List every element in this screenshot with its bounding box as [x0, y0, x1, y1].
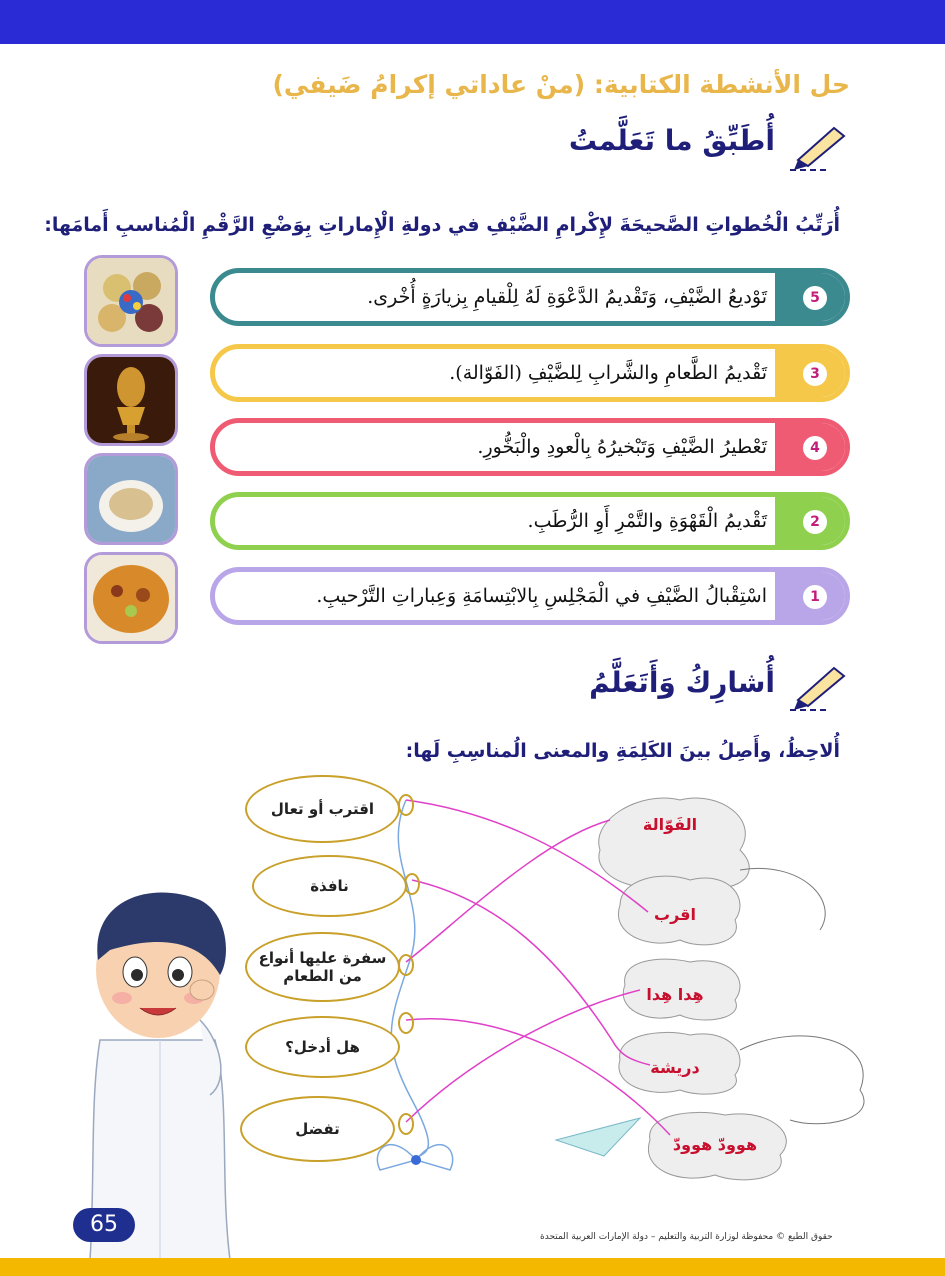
step-number-tab: [775, 497, 845, 545]
word-cloud[interactable]: هِدا هِدا: [646, 985, 704, 1004]
step-row[interactable]: [210, 418, 850, 476]
step-row[interactable]: [210, 344, 850, 402]
meaning-oval[interactable]: تفضل: [240, 1096, 395, 1162]
step-number-tab: [775, 349, 845, 397]
word-cloud[interactable]: هوودّ هوودّ: [672, 1135, 758, 1154]
step-row[interactable]: [210, 492, 850, 550]
meaning-oval[interactable]: نافذة: [252, 855, 407, 917]
section-1-question: أُرَتِّبُ الْخُطواتِ الصَّحيحَةَ لإِكْرامِ الضَّيْفِ في دولةِ الْإِماراتِ بِوَضْعِ الرَّقْمِ الْمُناسبِ أَمامَها:: [44, 214, 840, 236]
step-number: 2: [803, 510, 827, 534]
top-bar: [0, 0, 945, 44]
step-number-tab: [775, 572, 845, 620]
step-text: اسْتِقْبالُ الضَّيْفِ في الْمَجْلِسِ بِالابْتِسامَةِ وَعِباراتِ التَّرْحيبِ.: [316, 585, 767, 607]
step-text: تَقْديمُ الطَّعامِ والشَّرابِ لِلضَّيْفِ (الفَوّالة).: [449, 362, 767, 384]
copyright-text: حقوق الطبع © محفوظة لوزارة التربية والتعليم – دولة الإمارات العربية المتحدة: [540, 1232, 833, 1242]
step-number-tab: [775, 273, 845, 321]
incense-burner-photo: [84, 354, 178, 446]
bottom-bar: [0, 1258, 945, 1276]
pencil-icon: [790, 660, 850, 712]
step-text: تَقْديمُ الْقَهْوَةِ والتَّمْرِ أَوِ الرُّطَبِ.: [527, 510, 767, 532]
section-2-heading: أُشارِكُ وَأَتَعَلَّمُ: [589, 666, 775, 699]
meaning-oval[interactable]: اقترب أو تعال: [245, 775, 400, 843]
section-2-question: أُلاحِظُ، وأَصِلُ بينَ الكَلِمَةِ والمعنى الُمناسِبِ لَها:: [405, 740, 840, 762]
pencil-icon: [790, 120, 850, 172]
page-number: 65: [73, 1208, 135, 1242]
step-row[interactable]: [210, 567, 850, 625]
step-row[interactable]: [210, 268, 850, 326]
step-number-tab: [775, 423, 845, 471]
section-1-heading: أُطَبِّقُ ما تَعَلَّمتُ: [568, 124, 775, 157]
step-number: 5: [803, 286, 827, 310]
meaning-oval[interactable]: سفرة عليها أنواع من الطعام: [245, 932, 400, 1002]
step-text: تَعْطيرُ الضَّيْفِ وَتَبْخيرُهُ بِالْعودِ والْبَخُّورِ.: [477, 436, 767, 458]
step-number: 4: [803, 436, 827, 460]
word-cloud[interactable]: دريشة: [650, 1058, 700, 1077]
word-cloud[interactable]: اقرب: [654, 905, 696, 924]
coffee-cup-photo: [84, 453, 178, 545]
sweets-photo: [84, 255, 178, 347]
food-platter-photo: [84, 552, 178, 644]
step-text: تَوْديعُ الضَّيْفِ، وَتَقْديمُ الدَّعْوَةِ لَهُ لِلْقيامِ بِزيارَةٍ أُخْرى.: [367, 286, 767, 308]
step-number: 3: [803, 362, 827, 386]
boy-illustration: [70, 880, 250, 1260]
step-number: 1: [803, 585, 827, 609]
page-title: حل الأنشطة الكتابية: (منْ عاداتي إكرامُ ضَيفي): [272, 70, 850, 99]
meaning-oval[interactable]: هل أدخل؟: [245, 1016, 400, 1078]
word-cloud[interactable]: الفَوّالة: [642, 815, 698, 834]
